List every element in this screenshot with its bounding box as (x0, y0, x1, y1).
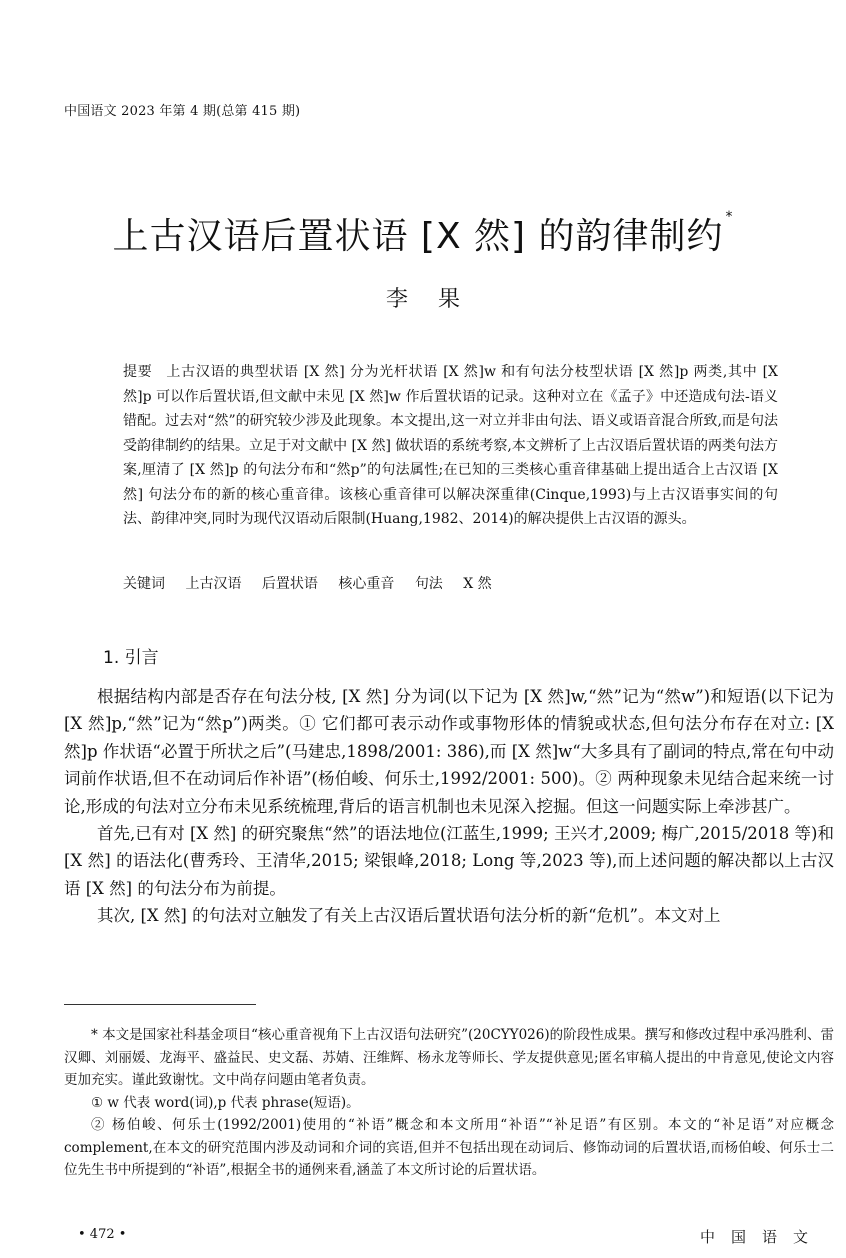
author-name: 李果 (385, 287, 490, 312)
footnote: ② 杨伯峻、何乐士(1992/2001)使用的“补语”概念和本文所用“补语”“补足语”有区别。本文的“补足语”对应概念 complement,在本文的研究范围内涉及动词和介词的宾语,但并不包括出现在动词后、修饰动词的后置状语,而杨伯峻、何乐士二位先生书中所提到的“补语”,根据全书的通例来看,涵盖了本文所讨论的后置状语。 (64, 1117, 834, 1178)
page-number: • 472 • (78, 1227, 127, 1242)
journal-name-footer: 中国语文 (700, 1228, 825, 1246)
keyword: 后置状语 (261, 576, 318, 592)
article-title-text: 上古汉语后置状语 [X 然] 的韵律制约 (112, 216, 724, 257)
keyword: 句法 (414, 576, 443, 592)
title-footnote-mark: * (725, 209, 734, 225)
keyword: 上古汉语 (185, 576, 242, 592)
body-text (64, 683, 834, 930)
footnote: ① w 代表 word(词),p 代表 phrase(短语)。 (91, 1094, 360, 1111)
keyword: X 然 (463, 576, 492, 592)
keywords-label: 关键词 (123, 576, 165, 592)
body-paragraph: 根据结构内部是否存在句法分枝, [X 然] 分为词(以下记为 [X 然]w,“然”记为“然w”)和短语(以下记为 [X 然]p,“然”记为“然p”)两类。① 它们都可表示动作或事物形体的情貌或状态,但句法分布存在对立: [X 然]p 作状语“必置于所状之后”(马建忠,1898/2001: 386),而 [X 然]w“大多具有了副词的特点,常在句中动词前作状语,但不在动词后作补语”(杨伯峻、何乐士,1992/2001: 500)。② 两种现象未见结合起来统一讨论,形成的句法对立分布未见系统梳理,背后的语言机制也未见深入挖掘。但这一问题实际上牵涉甚广。 (64, 687, 834, 816)
keywords (123, 572, 778, 596)
abstract-label: 提要 (123, 364, 153, 380)
body-paragraph: 首先,已有对 [X 然] 的研究聚焦“然”的语法地位(江蓝生,1999; 王兴才,2009; 梅广,2015/2018 等)和 [X 然] 的语法化(曹秀玲、王清华,2015; 梁银峰,2018; Long 等,2023 等),而上述问题的解决都以上古汉语 [X 然] 的句法分布为前提。 (64, 824, 834, 898)
footnotes (64, 1024, 834, 1182)
section-heading: 1. 引言 (103, 648, 159, 668)
body-paragraph: 其次, [X 然] 的句法对立触发了有关上古汉语后置状语句法分析的新“危机”。本文对上 (97, 906, 721, 926)
journal-issue-header: 中国语文 2023 年第 4 期(总第 415 期) (64, 104, 301, 119)
footnote-divider (64, 1004, 256, 1005)
keyword: 核心重音 (338, 576, 395, 592)
footnote: * 本文是国家社科基金项目“核心重音视角下上古汉语句法研究”(20CYY026)的阶段性成果。撰写和修改过程中承冯胜利、雷汉卿、刘丽媛、龙海平、盛益民、史文磊、苏婧、汪维辉、杨永龙等师长、学友提供意见;匿名审稿人提出的中肯意见,使论文内容更加充实。谨此致谢忱。文中尚存问题由笔者负责。 (64, 1027, 834, 1088)
abstract (123, 360, 778, 532)
article-title (0, 208, 846, 259)
abstract-text: 上古汉语的典型状语 [X 然] 分为光杆状语 [X 然]w 和有句法分枝型状语 [X 然]p 两类,其中 [X 然]p 可以作后置状语,但文献中未见 [X 然]w 作后置状语的记录。这种对立在《孟子》中还造成句法-语义错配。过去对“然”的研究较少涉及此现象。本文提出,这一对立并非由句法、语义或语音混合所致,而是句法受韵律制约的结果。立足于对文献中 [X 然] 做状语的系统考察,本文辨析了上古汉语后置状语的两类句法方案,厘清了 [X 然]p 的句法分布和“然p”的句法属性;在已知的三类核心重音律基础上提出适合上古汉语 [X 然] 句法分布的新的核心重音律。该核心重音律可以解决深重律(Cinque,1993)与上古汉语事实间的句法、韵律冲突,同时为现代汉语动后限制(Huang,1982、2014)的解决提供上古汉语的源头。 (123, 364, 779, 527)
